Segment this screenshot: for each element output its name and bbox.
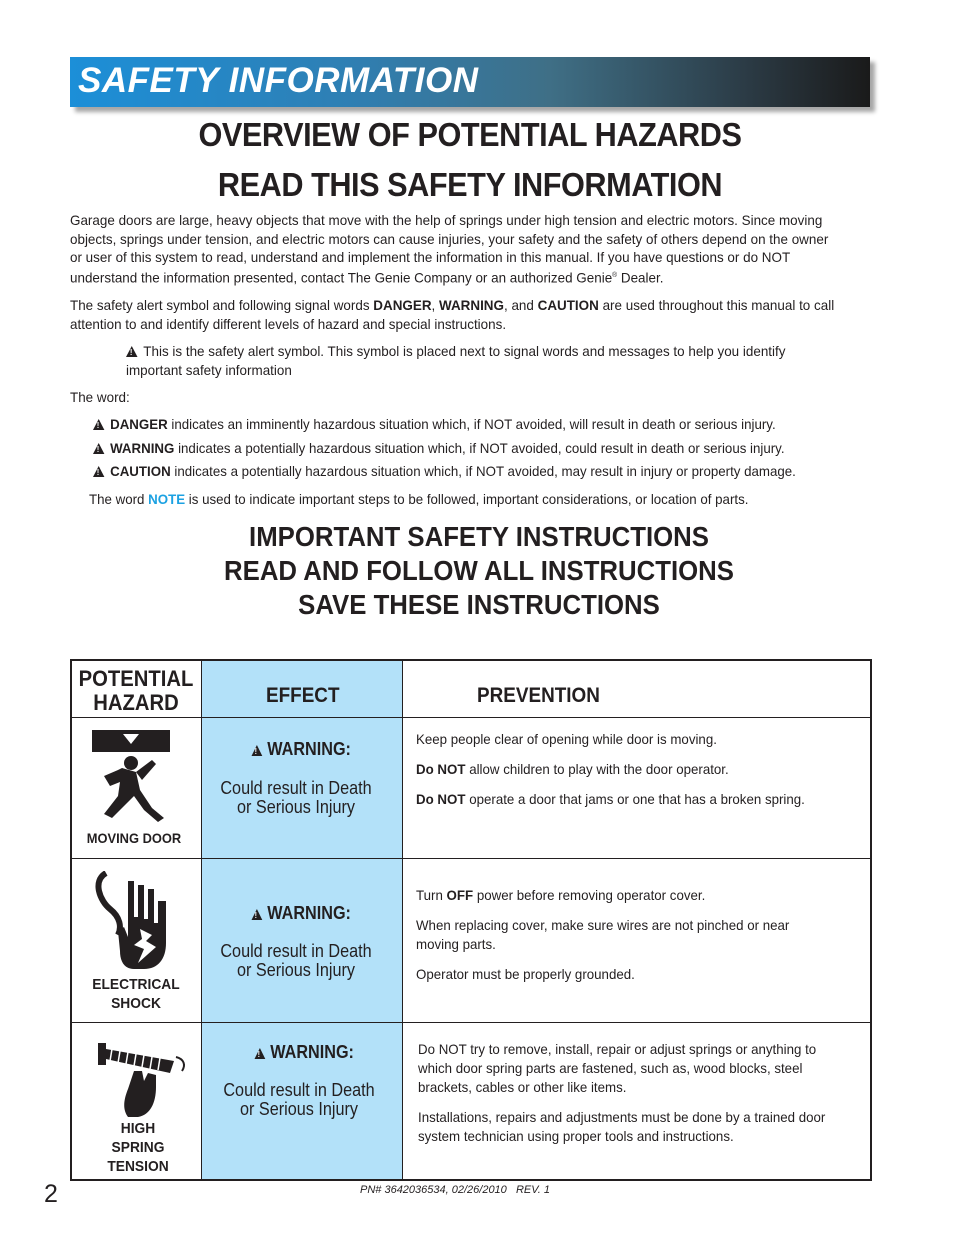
prevention-text: power before removing operator cover. <box>473 887 706 903</box>
intro-text: Garage doors are large, heavy objects that move with the help of springs under high tension and electric motors. Since moving objects, springs under tension, and electric motors can cause injuries, your safety and the safety of others depend on the owner or user of this system to read, understand and implement the information in this manual. If you have questions or do NOT understand the information presented, contact The Genie Company or an authorized Genie <box>70 212 829 286</box>
prevention-electrical <box>416 886 806 984</box>
prevention-line <box>416 760 834 779</box>
hazard-line1: HIGH <box>120 1120 156 1137</box>
row-divider <box>72 1022 872 1023</box>
safety-alert-icon <box>93 443 104 454</box>
warning-label: WARNING: <box>270 1042 354 1062</box>
prevention-text: operate a door that jams or one that has a broken spring. <box>465 791 805 807</box>
effect-text <box>206 779 386 817</box>
hazard-line1: ELECTRICAL <box>92 976 180 993</box>
safety-alert-icon <box>251 745 262 756</box>
word-caution: CAUTION <box>537 297 599 313</box>
note-line <box>89 491 748 507</box>
prevention-line: Operator must be properly grounded. <box>416 966 635 982</box>
effect-line2: or Serious Injury <box>237 797 355 817</box>
safety-alert-icon <box>251 909 262 920</box>
signal-caution-line <box>93 463 796 479</box>
signal-word: DANGER <box>110 416 168 432</box>
spring-tension-icon <box>98 1037 190 1119</box>
header-effect: EFFECT <box>266 684 340 707</box>
hazard-line3: TENSION <box>107 1158 169 1175</box>
signal-danger-line <box>93 416 776 432</box>
prevention-line: Keep people clear of opening while door is moving. <box>416 731 717 747</box>
signal-word: CAUTION <box>110 463 171 479</box>
warning-label: WARNING: <box>267 903 351 923</box>
row-divider <box>72 717 872 718</box>
p2-text-end: are used throughout this manual to call attention to and identify different levels of hazard and special instructions. <box>70 297 835 332</box>
hazard-spring-tension <box>79 1119 197 1176</box>
hazard-table <box>70 659 872 1181</box>
safety-alert-icon <box>93 419 104 430</box>
effect-text <box>206 942 386 980</box>
note-text-end: is used to indicate important steps to be followed, important considerations, or location of parts. <box>185 491 749 507</box>
row-divider <box>72 858 872 859</box>
the-word-label: The word: <box>70 389 130 405</box>
page-number: 2 <box>44 1180 58 1208</box>
signal-text: indicates an imminently hazardous situation which, if NOT avoided, will result in death or serious injury. <box>167 416 776 432</box>
p2-sep: , <box>431 297 440 313</box>
prevention-line <box>416 886 806 905</box>
hazard-line2: SPRING <box>111 1139 165 1156</box>
effect-line1: Could result in Death <box>220 941 372 961</box>
safety-alert-icon <box>93 466 104 477</box>
word-warning: WARNING <box>439 297 504 313</box>
header-hazard-line2: HAZARD <box>93 690 179 715</box>
prevention-line: Installations, repairs and adjustments must be done by a trained door system technician using proper tools and instructions. <box>418 1109 826 1144</box>
prevention-moving-door <box>416 730 834 809</box>
heading-read-follow: READ AND FOLLOW ALL INSTRUCTIONS <box>224 555 734 586</box>
effect-text <box>209 1081 389 1119</box>
heading-read-safety: READ THIS SAFETY INFORMATION <box>217 166 723 203</box>
effect-warning <box>214 1042 394 1063</box>
prevention-spring <box>418 1040 831 1146</box>
warning-label: WARNING: <box>267 739 351 759</box>
p2-text: The safety alert symbol and following signal words <box>70 297 374 313</box>
intro-paragraph <box>70 211 843 287</box>
effect-line2: or Serious Injury <box>240 1099 358 1119</box>
signal-warning-line <box>93 440 785 456</box>
symbol-text: This is the safety alert symbol. This symbol is placed next to signal words and messages to help you identify important safety information <box>126 343 786 378</box>
safety-alert-icon <box>254 1048 265 1059</box>
prevention-text: Turn <box>416 887 447 903</box>
prevention-line: Do NOT try to remove, install, repair or adjust springs or anything to which door spring parts are fastened, such as, wood blocks, steel brackets, cables or other like items. <box>418 1041 817 1095</box>
symbol-paragraph <box>126 342 798 379</box>
effect-line1: Could result in Death <box>223 1080 375 1100</box>
section-banner <box>70 57 870 107</box>
signal-text: indicates a potentially hazardous situation which, if NOT avoided, could result in death or serious injury. <box>174 440 785 456</box>
header-hazard <box>77 667 195 715</box>
hazard-electrical-shock <box>77 975 195 1013</box>
signal-text: indicates a potentially hazardous situation which, if NOT avoided, may result in injury or property damage. <box>170 463 796 479</box>
signal-words-paragraph <box>70 296 843 333</box>
p2-sep: , and <box>503 297 538 313</box>
banner-title: SAFETY INFORMATION <box>78 61 479 100</box>
prevention-bold: Do NOT <box>416 791 466 807</box>
effect-line2: or Serious Injury <box>237 960 355 980</box>
prevention-bold: Do NOT <box>416 761 466 777</box>
heading-save: SAVE THESE INSTRUCTIONS <box>298 589 660 620</box>
effect-line1: Could result in Death <box>220 778 372 798</box>
note-text: The word <box>89 491 149 507</box>
prevention-bold: OFF <box>446 887 474 903</box>
effect-warning <box>211 739 391 760</box>
header-prevention: PREVENTION <box>477 684 600 707</box>
header-hazard-line1: POTENTIAL <box>78 666 194 691</box>
effect-warning <box>211 903 391 924</box>
heading-important: IMPORTANT SAFETY INSTRUCTIONS <box>249 521 709 552</box>
electrical-shock-icon <box>92 871 172 971</box>
hazard-moving-door: MOVING DOOR <box>86 830 182 846</box>
moving-door-icon <box>92 730 170 824</box>
part-number: PN# 3642036534, 02/26/2010 REV. 1 <box>360 1184 550 1196</box>
heading-overview: OVERVIEW OF POTENTIAL HAZARDS <box>198 116 742 153</box>
note-word: NOTE <box>148 491 186 507</box>
prevention-line: When replacing cover, make sure wires are not pinched or near moving parts. <box>416 917 790 952</box>
registered-mark: ® <box>612 271 618 279</box>
word-danger: DANGER <box>373 297 432 313</box>
intro-text-end: Dealer. <box>617 269 664 286</box>
prevention-line <box>416 790 834 809</box>
signal-word: WARNING <box>110 440 175 456</box>
safety-alert-icon <box>126 346 138 357</box>
prevention-text: allow children to play with the door operator. <box>465 761 729 777</box>
hazard-line2: SHOCK <box>111 995 161 1012</box>
